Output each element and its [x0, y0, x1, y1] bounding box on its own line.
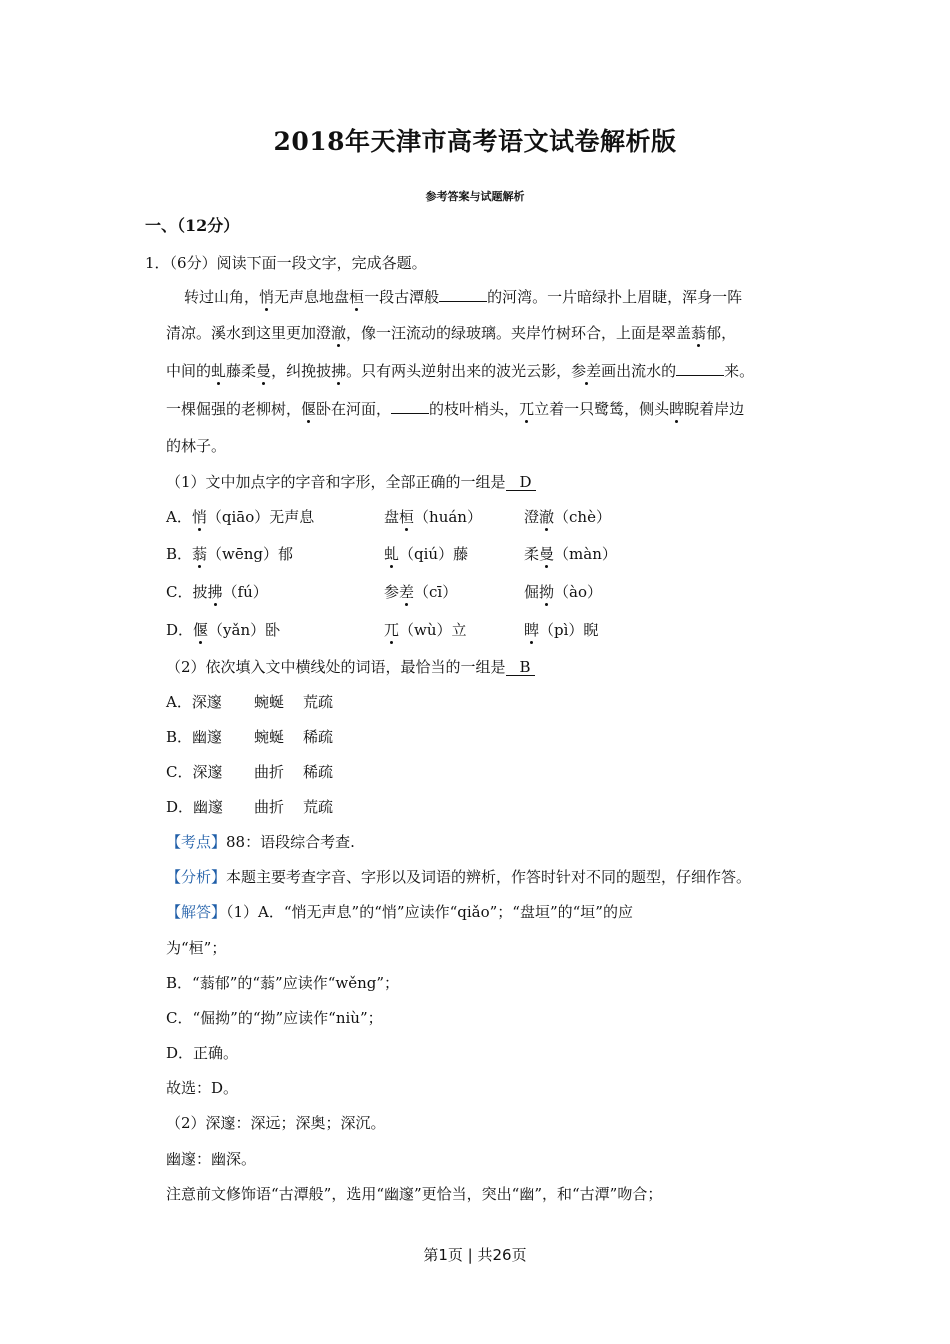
option-2A-w3: 荒疏 [303, 693, 334, 711]
dotted-char: 睥 [669, 400, 685, 418]
sub-question-2: （2）依次填入文中横线处的词语，最恰当的一组是 B [166, 657, 535, 677]
dotted-char: 曼 [256, 362, 272, 380]
dotted-char: 虬 [211, 362, 227, 380]
question-stem: 1．（6分）阅读下面一段文字，完成各题。 [145, 254, 427, 272]
option-1B-col3: 柔曼（màn） [524, 545, 617, 563]
jieda-line-2: 为“桓”； [166, 939, 227, 957]
fenxi-line: 【分析】本题主要考查字音、字形以及词语的辨析，作答时针对不同的题型，仔细作答。 [166, 868, 752, 886]
dotted-char: 偃 [301, 400, 317, 418]
passage-line-5: 的林子。 [166, 437, 227, 455]
fenxi-tag: 【分析】 [166, 868, 227, 886]
jieda-line-7: （2）深邃：深远；深奥；深沉。 [166, 1114, 386, 1132]
dotted-char: 虬 [384, 545, 400, 563]
dotted-char: 睥 [524, 621, 540, 639]
option-2D-w3: 荒疏 [303, 798, 334, 816]
option-1D: D．偃（yǎn）卧 [166, 621, 281, 639]
option-2C-w3: 稀疏 [303, 763, 334, 781]
option-2D: D．幽邃 [166, 798, 224, 816]
dotted-char: 蓊 [691, 324, 707, 342]
jieda-line-8: 幽邃：幽深。 [166, 1150, 257, 1168]
dotted-char: 偃 [193, 621, 209, 639]
option-2B-w2: 蜿蜒 [254, 728, 285, 746]
dotted-char: 澈 [331, 324, 347, 342]
option-1D-col3: 睥（pì）睨 [524, 621, 599, 639]
option-1B-col2: 虬（qiú）藤 [384, 545, 469, 563]
dotted-char: 澈 [539, 508, 555, 526]
jieda-tag: 【解答】 [166, 903, 227, 921]
kaodian-line: 【考点】88：语段综合考查. [166, 833, 355, 851]
page-subtitle: 参考答案与试题解析 [425, 190, 525, 203]
dotted-char: 兀 [384, 621, 400, 639]
option-2B-w3: 稀疏 [303, 728, 334, 746]
option-1C: C．披拂（fú） [166, 583, 268, 601]
jieda-line-6: 故选：D。 [166, 1079, 239, 1097]
dotted-char: 差 [399, 583, 415, 601]
section-heading: 一、（12分） [145, 216, 240, 235]
page-title: 2018年天津市高考语文试卷解析版 [273, 127, 677, 156]
kaodian-tag: 【考点】 [166, 833, 227, 851]
option-2B: B．幽邃 [166, 728, 223, 746]
dotted-char: 悄 [259, 288, 275, 306]
option-1C-col2: 参差（cī） [384, 583, 458, 601]
option-2A-w2: 蜿蜒 [254, 693, 285, 711]
fill-blank-3 [391, 398, 429, 414]
option-2C-w2: 曲折 [254, 763, 285, 781]
dotted-char: 桓 [349, 288, 365, 306]
dotted-char: 曼 [539, 545, 555, 563]
passage-line-2: 清凉。溪水到这里更加澄澈，像一汪流动的绿玻璃。夹岸竹树环合，上面是翠盖蓊郁， [166, 324, 737, 342]
dotted-char: 桓 [399, 508, 415, 526]
jieda-line-5: D．正确。 [166, 1044, 239, 1062]
answer-2: B [506, 659, 535, 676]
option-2D-w2: 曲折 [254, 798, 285, 816]
sub-question-1: （1）文中加点字的字音和字形，全部正确的一组是 D [166, 472, 536, 492]
dotted-char: 参差 [571, 362, 602, 380]
dotted-char: 拂 [331, 362, 347, 380]
jieda-line-4: C．“倔拗”的“拗”应读作“niù”； [166, 1009, 383, 1027]
passage-line-4: 一棵倔强的老柳树，偃卧在河面， 的枝叶梢头，兀立着一只鹭鸶，侧头睥睨着岸边 [166, 400, 745, 418]
option-1A-col2: 盘桓（huán） [384, 508, 482, 526]
option-2A: A．深邃 [166, 693, 222, 711]
page-footer: 第1页 | 共26页 [423, 1246, 527, 1264]
dotted-char: 拗 [539, 583, 555, 601]
option-1C-col3: 倔拗（ào） [524, 583, 603, 601]
option-1D-col2: 兀（wù）立 [384, 621, 467, 639]
fill-blank-2 [676, 360, 724, 376]
option-1A-col3: 澄澈（chè） [524, 508, 611, 526]
dotted-char: 悄 [191, 508, 207, 526]
option-2C: C．深邃 [166, 763, 223, 781]
option-1B: B．蓊（wēng）郁 [166, 545, 294, 563]
passage-line-1: 转过山角，悄无声息地盘桓一段古潭般 的河湾。一片暗绿扑上眉睫，浑身一阵 [184, 288, 743, 306]
dotted-char: 拂 [207, 583, 223, 601]
answer-1: D [506, 474, 536, 491]
dotted-char: 兀 [519, 400, 535, 418]
fill-blank-1 [439, 286, 487, 302]
jieda-line-3: B．“蓊郁”的“蓊”应读作“wěng”； [166, 974, 400, 992]
jieda-line-9: 注意前文修饰语“古潭般”，选用“幽邃”更恰当，突出“幽”，和“古潭”吻合； [166, 1185, 663, 1203]
option-1A: A．悄（qiāo）无声息 [166, 508, 315, 526]
dotted-char: 蓊 [192, 545, 208, 563]
passage-line-3: 中间的虬藤柔曼，纠挽披拂。只有两头逆射出来的波光云影，参差画出流水的 来。 [166, 362, 755, 380]
jieda-line-1: 【解答】（1）A．“悄无声息”的“悄”应读作“qiǎo”；“盘垣”的“垣”的应 [166, 903, 633, 921]
